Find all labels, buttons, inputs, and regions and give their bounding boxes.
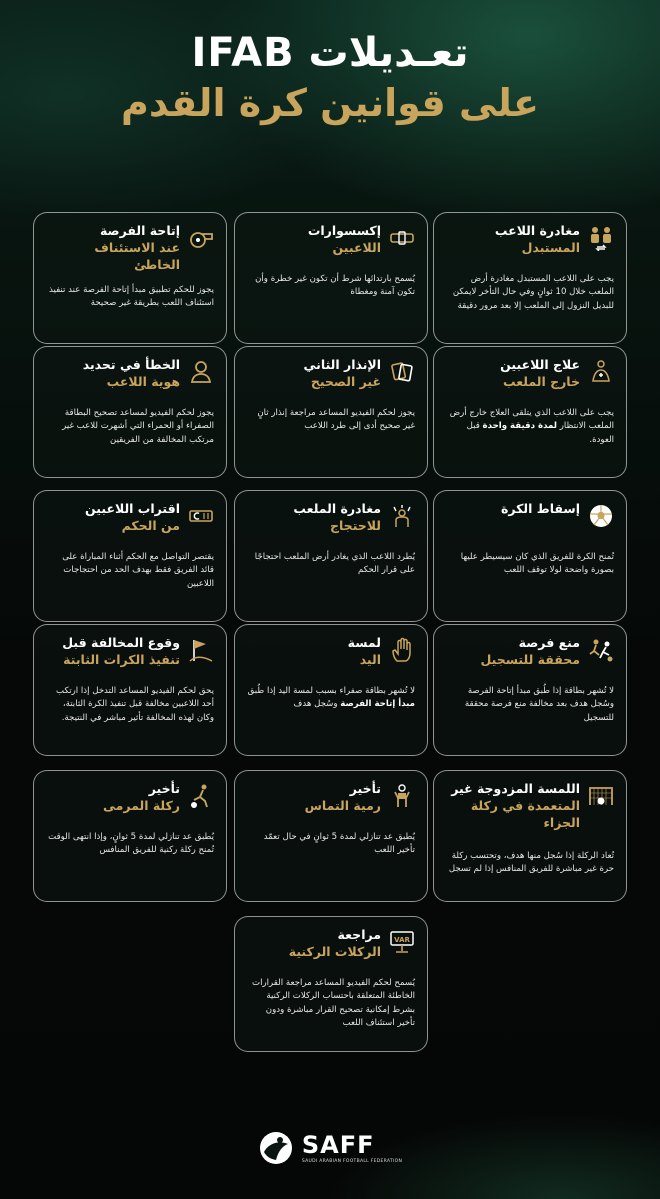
card-title: لمسة — [347, 635, 381, 650]
logo-name: SAFF — [301, 1130, 375, 1159]
saff-ball-icon — [258, 1130, 294, 1166]
card-dropped-ball — [433, 490, 627, 622]
card-text: يجوز لحكم الفيديو لمساعد تصحيح البطاقة الصفراء أو الحمراء التي أشهرت للاعب غير مرتكب المخالفة من الفريقين — [62, 408, 214, 445]
card-mistaken-identity — [33, 346, 227, 478]
card-substitute-leaving — [433, 212, 627, 344]
saff-logo — [0, 1130, 660, 1166]
throw-in-icon — [389, 783, 415, 809]
card-title: تأخير — [349, 781, 381, 796]
card-title: منع فرصة — [518, 635, 580, 650]
football-icon — [588, 503, 614, 529]
card-subtitle: تنفيذ الكرات الثابتة — [63, 651, 180, 667]
card-text: لا تُشهر بطاقة إذا طُبق مبدأ إتاحة الفرصة وسُجل هدف بعد مخالفة منع فرصة محققة للتسجيل — [464, 686, 614, 723]
card-text: يجب على اللاعب الذي يتلقى العلاج خارج أرض الملعب الانتظار لمدة دقيقة واحدة قبل العودة. — [449, 408, 614, 445]
header — [0, 30, 660, 128]
card-title: اقتراب اللاعبين — [84, 501, 180, 516]
kick-icon — [188, 783, 214, 809]
card-subtitle: للاحتجاج — [329, 517, 381, 533]
card-text: يجب على اللاعب المستبدل مغادرة أرض الملعب خلال 10 ثوانٍ وفي حال التأخر لايمكن للبديل النزول إلى الملعب إلا بعد مرور دقيقة — [452, 274, 614, 311]
card-title: الخطأ في تحديد — [82, 357, 180, 372]
tackle-icon — [588, 637, 614, 663]
card-subtitle: هوية اللاعب — [106, 373, 180, 389]
card-subtitle: محققة للتسجيل — [480, 651, 580, 667]
card-subtitle: ركلة المرمى — [102, 797, 180, 813]
card-text: لا تُشهر بطاقة صفراء بسبب لمسة اليد إذا طُبق مبدأ إتاحة الفرصة وسُجل هدف — [247, 686, 415, 710]
whistle-icon — [188, 225, 214, 251]
card-denying-goal-opportunity — [433, 624, 627, 756]
captain-armband-icon — [188, 503, 214, 529]
cards-icon — [389, 359, 415, 385]
card-subtitle: رمية التماس — [304, 797, 381, 813]
card-subtitle: اليد — [359, 651, 381, 667]
card-double-touch-penalty — [433, 770, 627, 902]
card-title: الإنذار الثاني — [303, 357, 381, 372]
goal-icon — [588, 783, 614, 809]
card-subtitle: اللاعبين — [332, 239, 381, 255]
card-subtitle: المستبدل — [521, 239, 580, 255]
medical-icon — [588, 359, 614, 385]
card-leaving-field-protest — [234, 490, 428, 622]
card-text: تُعاد الركلة إذا سُجل منها هدف، وتحتسب ركلة حرة غير مباشرة للفريق المنافس إذا لم تسجل — [448, 850, 614, 874]
card-text: يُطرد اللاعب الذي يغادر أرض الملعب احتجاجًا على قرار الحكم — [254, 552, 415, 576]
card-treatment-off-field — [433, 346, 627, 478]
card-text: تُمنح الكرة للفريق الذي كان سيسيطر عليها بصورة واضحة لولا توقف اللعب — [460, 552, 614, 576]
page-subtitle: على قوانين كرة القدم — [121, 81, 539, 125]
card-text: يحق لحكم الفيديو المساعد التدخل إذا ارتكب أحد اللاعبين مخالفة قبل تنفيذ الكرة الثابتة، وكان لهذه المخالفة تأثير مباشر في النتيجة. — [56, 686, 214, 723]
card-title: إتاحة الفرصة — [99, 223, 180, 238]
card-text: يقتصر التواصل مع الحكم أثناء المباراة على قائد الفريق فقط بهدف الحد من احتجاجات اللاعبين — [62, 552, 214, 589]
card-text: يُطبق عد تنازلي لمدة 5 ثوانٍ، وإذا انتهى الوقت تُمنح ركلة ركنية للفريق المنافس — [48, 832, 214, 856]
card-title: إكسسوارات — [307, 223, 381, 238]
corner-flag-icon — [188, 637, 214, 663]
card-title: مراجعة — [337, 927, 381, 942]
card-title: اللمسة المزدوجة غير — [451, 781, 580, 796]
card-text: يُطبق عد تنازلي لمدة 5 ثوانٍ في حال تعمّد تأخير اللعب — [263, 832, 415, 856]
card-title: وقوع المخالفة قبل — [62, 635, 180, 650]
card-subtitle: عند الاستئناف الخاطئ — [94, 239, 180, 272]
player-icon — [188, 359, 214, 385]
card-second-caution — [234, 346, 428, 478]
card-subtitle: غير الصحيح — [310, 373, 381, 389]
card-text: يُسمح لحكم الفيديو المساعد مراجعة القرارات الخاطئة المتعلقة باحتساب الركلات الركنية بشرط إمكانية تصحيح القرار مباشرة ودون تأخير استئناف اللعب — [252, 978, 415, 1028]
card-text: يُسمح بارتدائها شرط أن تكون غير خطرة وأن تكون آمنة ومغطاة — [255, 274, 415, 298]
card-title: مغادرة الملعب — [293, 501, 381, 516]
belt-icon — [389, 225, 415, 251]
substitution-icon — [588, 225, 614, 251]
card-throw-in-delay — [234, 770, 428, 902]
card-offence-before-set-piece — [33, 624, 227, 756]
card-text: يجوز لحكم الفيديو المساعد مراجعة إنذار ثانٍ غير صحيح أدى إلى طرد اللاعب — [257, 408, 415, 432]
card-title: تأخير — [148, 781, 180, 796]
protest-icon — [389, 503, 415, 529]
card-approaching-referee — [33, 490, 227, 622]
logo-subtitle: SAUDI ARABIAN FOOTBALL FEDERATION — [301, 1158, 403, 1164]
card-subtitle: الركلات الركنية — [288, 943, 381, 959]
page-title: تعـديلات IFAB — [191, 30, 469, 76]
card-advantage-wrong-restart — [33, 212, 227, 344]
card-subtitle: المتعمدة في ركلة الجزاء — [470, 797, 580, 830]
hand-icon — [389, 637, 415, 663]
card-title: إسقاط الكرة — [500, 501, 580, 516]
card-corner-kick-review — [234, 916, 428, 1052]
card-subtitle: من الحكم — [121, 517, 180, 533]
card-goal-kick-delay — [33, 770, 227, 902]
card-subtitle: خارج الملعب — [502, 373, 580, 389]
svg-text:VAR: VAR — [394, 936, 410, 944]
card-text: يجوز للحكم تطبيق مبدأ إتاحة الفرصة عند تنفيذ استئناف اللعب بطريقة غير صحيحة — [48, 284, 214, 308]
var-icon — [389, 929, 415, 955]
card-title: علاج اللاعبين — [500, 357, 580, 372]
card-title: مغادرة اللاعب — [494, 223, 580, 238]
card-handball — [234, 624, 428, 756]
card-player-accessories — [234, 212, 428, 344]
